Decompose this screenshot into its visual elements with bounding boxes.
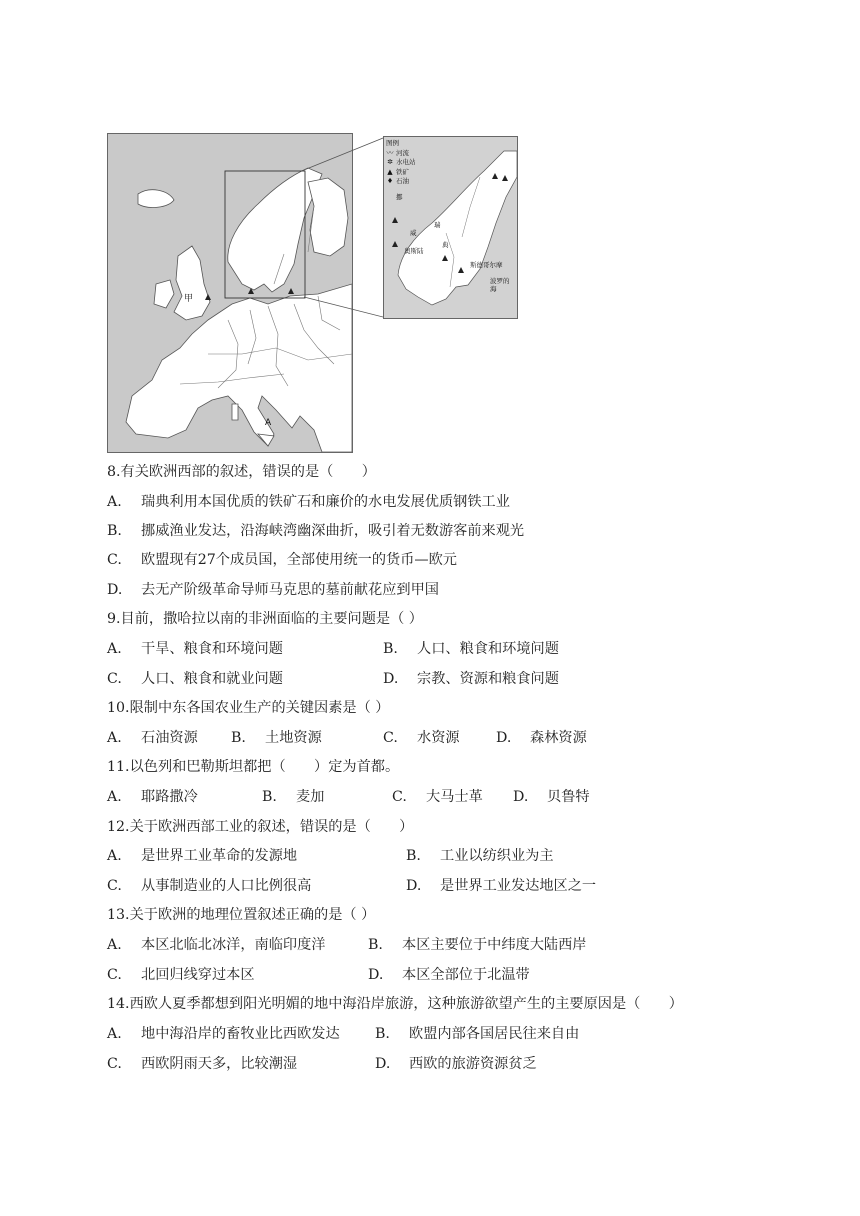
iron-ore-icon: ▲ [387, 167, 393, 176]
q13-option-b: B. 本区主要位于中纬度大陆西岸 [368, 937, 587, 953]
q14-option-b: B. 欧盟内部各国居民往来自由 [375, 1026, 580, 1042]
legend-hydropower: 水电站 [396, 158, 416, 166]
label-stockholm: 斯德哥尔摩 [470, 261, 503, 269]
q14-option-d: D. 西欧的旅游资源贫乏 [375, 1056, 537, 1072]
q11-option-a: A. 耶路撒冷 [107, 789, 198, 805]
q8-option-b: B. 挪威渔业发达，沿海峡湾幽深曲折，吸引着无数游客前来观光 [107, 523, 525, 539]
q13-option-d: D. 本区全部位于北温带 [368, 967, 530, 983]
label-dian: 典 [442, 241, 449, 249]
label-jia: 甲 [184, 294, 194, 304]
scandinavia-inset-map [383, 136, 518, 319]
q12-option-a: A. 是世界工业革命的发源地 [107, 848, 298, 864]
q9-option-a: A. 干旱、粮食和环境问题 [107, 641, 283, 657]
q10-option-a: A. 石油资源 [107, 730, 198, 746]
legend-river: 河流 [396, 148, 409, 157]
legend-oil: 石油 [396, 177, 409, 185]
q8-option-d: D. 去无产阶级革命导师马克思的墓前献花应到甲国 [107, 582, 439, 598]
q10-option-c: C. 水资源 [383, 730, 460, 746]
q12-option-d: D. 是世界工业发达地区之一 [406, 878, 597, 894]
label-rui: 瑞 [434, 221, 441, 229]
map-legend [386, 139, 416, 187]
oil-icon: ♦ [386, 177, 394, 185]
europe-map-drawing [108, 134, 352, 452]
q8-option-a: A. 瑞典利用本国优质的铁矿石和廉价的水电发展优质钢铁工业 [107, 494, 510, 510]
question-9-stem: 9.目前，撒哈拉以南的非洲面临的主要问题是（ ） [107, 611, 423, 627]
question-13-stem: 13.关于欧洲的地理位置叙述正确的是（ ） [107, 907, 376, 923]
question-11-stem: 11.以色列和巴勒斯坦都把（ ）定为首都。 [107, 759, 400, 775]
label-wei: 威 [410, 229, 417, 237]
question-8-stem: 8.有关欧洲西部的叙述，错误的是（ ） [107, 464, 376, 480]
q13-option-a: A. 本区北临北冰洋，南临印度洋 [107, 937, 326, 953]
q10-option-b: B. 土地资源 [231, 730, 322, 746]
label-a: A [265, 418, 272, 428]
q11-option-d: D. 贝鲁特 [513, 789, 590, 805]
q11-option-c: C. 大马士革 [392, 789, 483, 805]
q9-option-c: C. 人口、粮食和就业问题 [107, 671, 283, 687]
question-12-stem: 12.关于欧洲西部工业的叙述，错误的是（ ） [107, 819, 414, 835]
q11-option-b: B. 麦加 [262, 789, 325, 805]
europe-map [107, 133, 353, 453]
q12-option-c: C. 从事制造业的人口比例很高 [107, 878, 312, 894]
question-14-stem: 14.西欧人夏季都想到阳光明媚的地中海沿岸旅游，这种旅游欲望产生的主要原因是（ ） [107, 996, 683, 1012]
q10-option-d: D. 森林资源 [496, 730, 587, 746]
label-nuo: 挪 [396, 193, 403, 201]
q9-option-b: B. 人口、粮食和环境问题 [383, 641, 559, 657]
hydropower-icon: ✲ [387, 158, 393, 166]
river-icon: 〰 [386, 148, 394, 157]
label-oslo: 奥斯陆 [404, 247, 424, 255]
q14-option-a: A. 地中海沿岸的畜牧业比西欧发达 [107, 1026, 340, 1042]
q9-option-d: D. 宗教、资源和粮食问题 [383, 671, 559, 687]
legend-iron-ore: 铁矿 [396, 167, 409, 176]
q14-option-c: C. 西欧阴雨天多，比较潮湿 [107, 1056, 298, 1072]
question-10-stem: 10.限制中东各国农业生产的关键因素是（ ） [107, 700, 390, 716]
q13-option-c: C. 北回归线穿过本区 [107, 967, 255, 983]
legend-title: 图例 [386, 139, 399, 147]
label-baltic-sea: 波罗的海 [490, 277, 510, 293]
q12-option-b: B. 工业以纺织业为主 [406, 848, 554, 864]
q8-option-c: C. 欧盟现有27个成员国，全部使用统一的货币—欧元 [107, 552, 457, 568]
